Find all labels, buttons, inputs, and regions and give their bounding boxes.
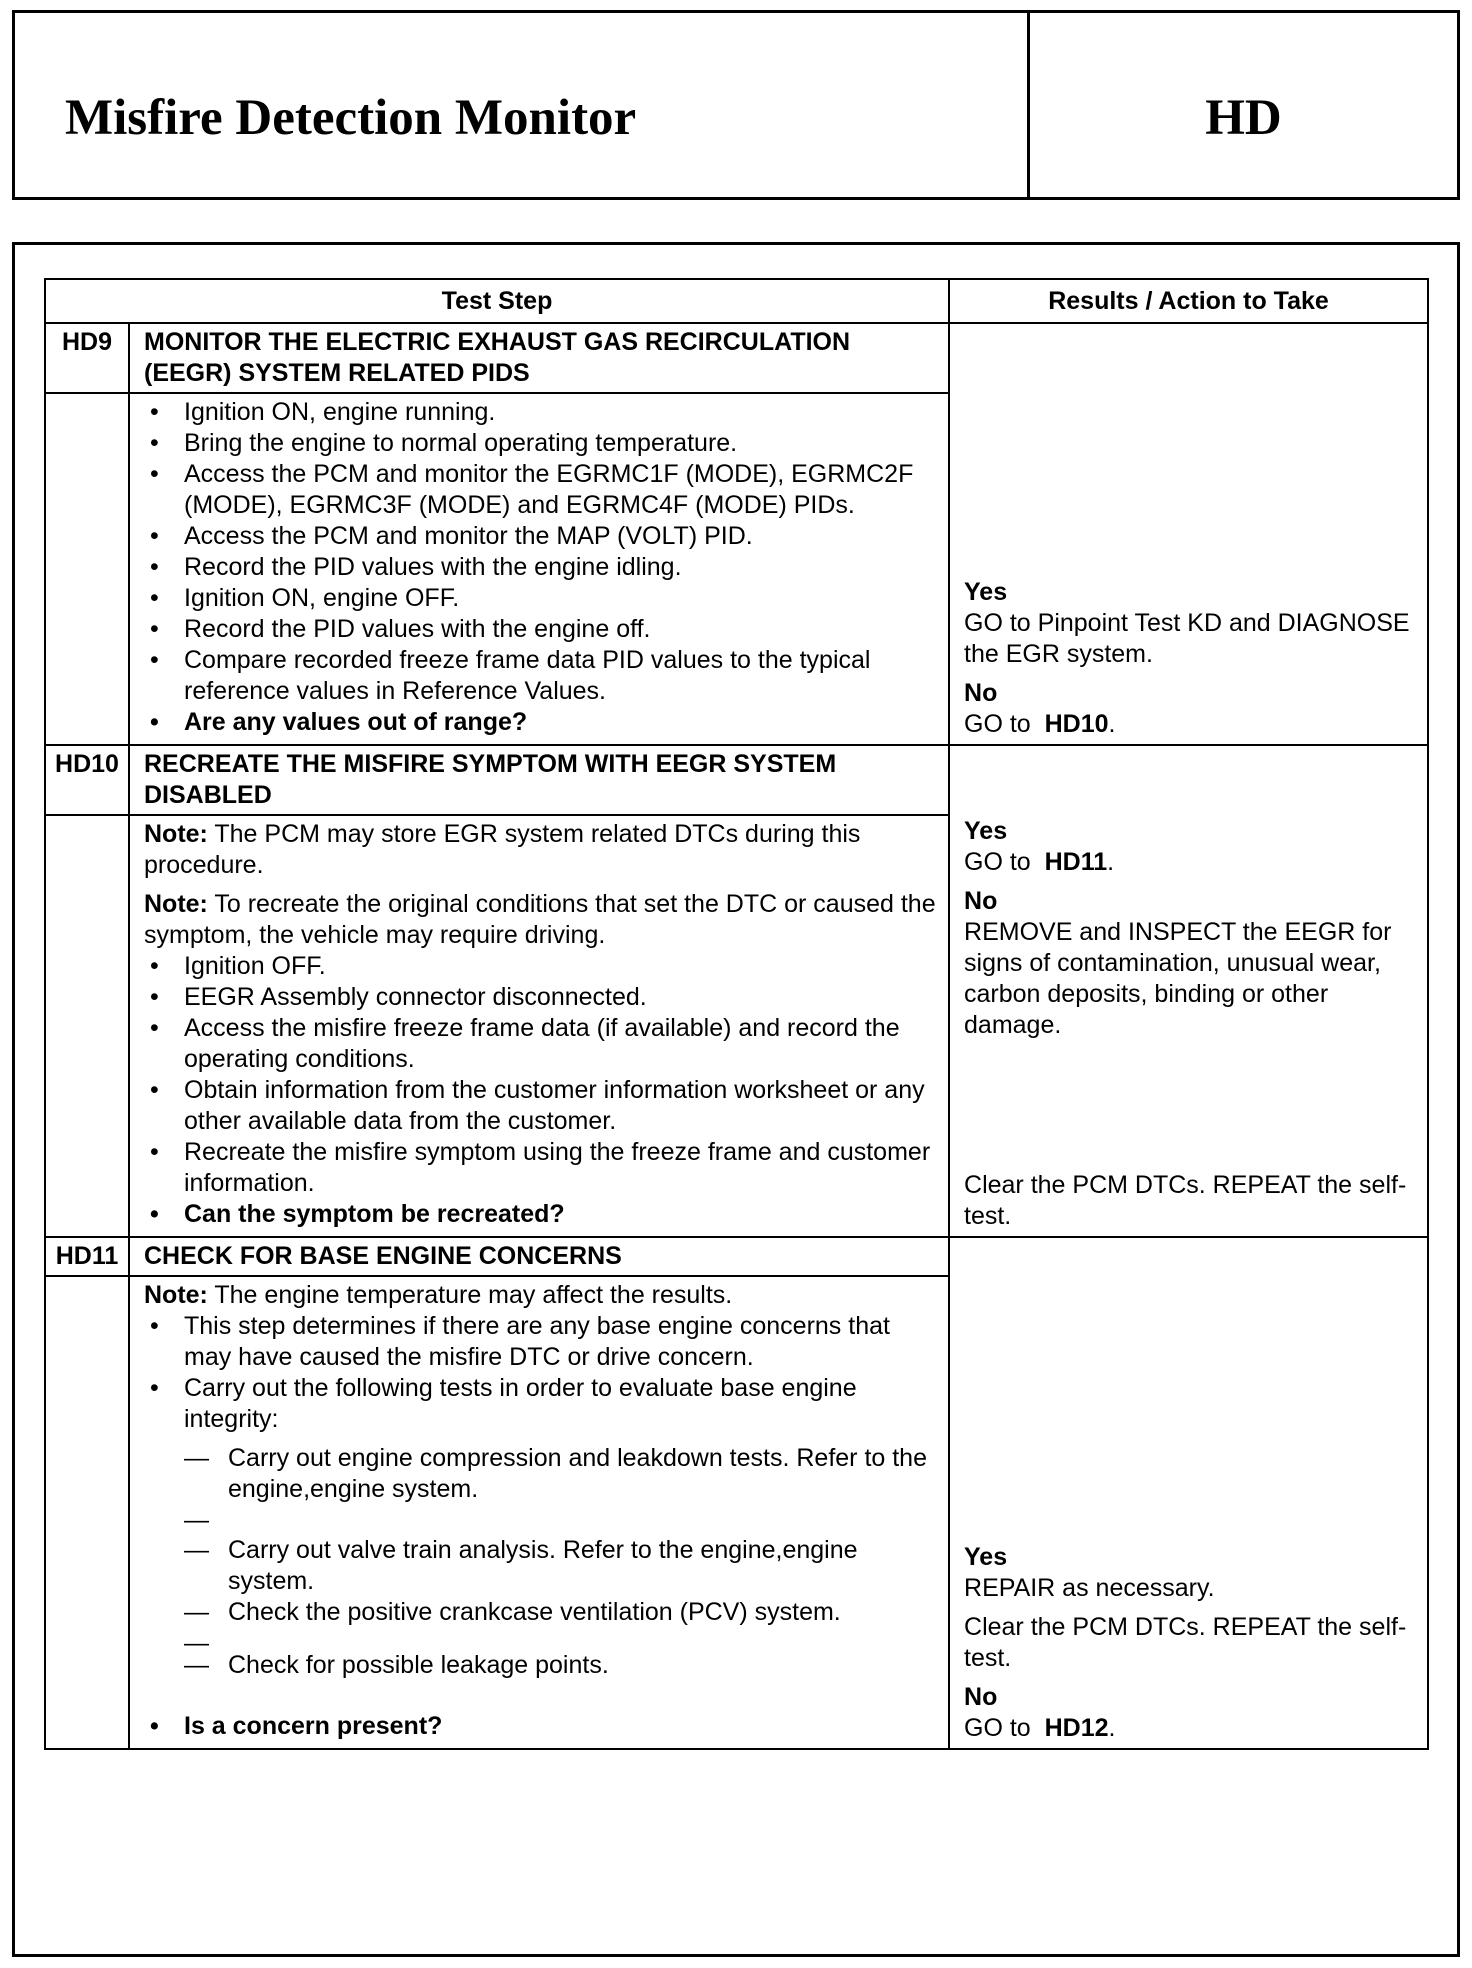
list-item: • Ignition OFF.	[144, 951, 938, 982]
sub-list-item: — Carry out engine compression and leakdown tests. Refer to the engine,engine system.	[144, 1443, 938, 1505]
question-hd10: • Can the symptom be recreated?	[144, 1199, 938, 1230]
yes-label-hd11: Yes	[964, 1543, 1008, 1571]
yes-label-hd10: Yes	[964, 817, 1008, 845]
go-to-text: GO to	[964, 710, 1031, 738]
step-id-hd11: HD11	[45, 1237, 129, 1276]
list-item: • Ignition ON, engine running.	[144, 397, 938, 428]
list-item: • Access the PCM and monitor the EGRMC1F (MODE), EGRMC2F (MODE), EGRMC3F (MODE) and EGRMC4F (MODE) PIDs.	[144, 459, 938, 521]
list-item: • Record the PID values with the engine idling.	[144, 552, 938, 583]
clear-dtc-text-hd10: Clear the PCM DTCs. REPEAT the self-test.	[964, 1171, 1407, 1230]
results-hd9	[949, 323, 1428, 745]
list-item: • Carry out the following tests in order to evaluate base engine integrity:	[144, 1373, 938, 1435]
list-item: • Bring the engine to normal operating temperature.	[144, 428, 938, 459]
table-header-row	[45, 279, 1428, 323]
question-hd11: • Is a concern present?	[144, 1711, 938, 1742]
note-hd11: Note: The engine temperature may affect the results.	[144, 1281, 733, 1309]
no-label-hd10: No	[964, 887, 998, 915]
go-to-target-hd11: HD11	[1044, 848, 1108, 876]
clear-dtc-text-hd11: Clear the PCM DTCs. REPEAT the self-test.	[964, 1613, 1407, 1672]
period-text: .	[1108, 1714, 1116, 1742]
results-hd10	[949, 745, 1428, 1237]
header-box	[12, 10, 1460, 200]
yes-action-hd10	[964, 847, 1419, 878]
step-title-row-hd10	[45, 745, 1428, 815]
step-id-hd10: HD10	[45, 745, 129, 815]
no-action-hd10: REMOVE and INSPECT the EEGR for signs of contamination, unusual wear, carbon deposits, binding or other damage.	[964, 918, 1392, 1039]
col-header-results: Results / Action to Take	[949, 279, 1428, 323]
no-action-hd9	[964, 709, 1419, 740]
test-step-table	[44, 278, 1429, 1750]
sub-list-item: — Check for possible leakage points.	[144, 1650, 938, 1681]
list-item: • Obtain information from the customer information worksheet or any other available data from the customer.	[144, 1075, 938, 1137]
step-title-hd10: RECREATE THE MISFIRE SYMPTOM WITH EEGR SYSTEM DISABLED	[129, 745, 949, 815]
period-text: .	[1108, 710, 1116, 738]
step-body-hd11	[129, 1276, 949, 1749]
note-hd10-1: Note: The PCM may store EGR system related DTCs during this procedure.	[144, 820, 861, 879]
no-label-hd11: No	[964, 1683, 998, 1711]
step-body-hd10	[129, 815, 949, 1237]
step-title-hd11: CHECK FOR BASE ENGINE CONCERNS	[129, 1237, 949, 1276]
step-body-hd9	[129, 393, 949, 745]
col-header-test-step: Test Step	[45, 279, 949, 323]
yes-action-hd9: GO to Pinpoint Test KD and DIAGNOSE the EGR system.	[964, 609, 1410, 668]
yes-label-hd9: Yes	[964, 578, 1008, 606]
list-item: • Ignition ON, engine OFF.	[144, 583, 938, 614]
results-hd11	[949, 1237, 1428, 1749]
page-title: Misfire Detection Monitor	[65, 90, 637, 146]
step-title-hd9: MONITOR THE ELECTRIC EXHAUST GAS RECIRCULATION (EEGR) SYSTEM RELATED PIDS	[129, 323, 949, 393]
question-hd9: • Are any values out of range?	[144, 707, 938, 738]
period-text: .	[1107, 848, 1115, 876]
list-item: • This step determines if there are any base engine concerns that may have caused the misfire DTC or drive concern.	[144, 1311, 938, 1373]
list-item: • Record the PID values with the engine off.	[144, 614, 938, 645]
step-id-hd9: HD9	[45, 323, 129, 393]
no-action-hd11	[964, 1713, 1419, 1744]
list-item: • Access the misfire freeze frame data (if available) and record the operating conditions.	[144, 1013, 938, 1075]
note-hd10-2: Note: To recreate the original conditions that set the DTC or caused the symptom, the vehicle may require driving.	[144, 890, 936, 949]
go-to-target-hd10: HD10	[1044, 710, 1109, 738]
step-title-row-hd9	[45, 323, 1428, 393]
list-item: • Access the PCM and monitor the MAP (VOLT) PID.	[144, 521, 938, 552]
list-item: • EEGR Assembly connector disconnected.	[144, 982, 938, 1013]
no-label-hd9: No	[964, 679, 998, 707]
list-item: • Recreate the misfire symptom using the freeze frame and customer information.	[144, 1137, 938, 1199]
sub-list-item: — Check the positive crankcase ventilation (PCV) system.	[144, 1597, 938, 1628]
sub-list-item: — Carry out valve train analysis. Refer to the engine,engine system.	[144, 1535, 938, 1597]
yes-action-hd11: REPAIR as necessary.	[964, 1574, 1215, 1602]
go-to-text: GO to	[964, 848, 1031, 876]
go-to-target-hd12: HD12	[1044, 1714, 1109, 1742]
go-to-text: GO to	[964, 1714, 1031, 1742]
step-title-row-hd11	[45, 1237, 1428, 1276]
list-item: • Compare recorded freeze frame data PID values to the typical reference values in Reference Values.	[144, 645, 938, 707]
section-code: HD	[1205, 90, 1282, 146]
